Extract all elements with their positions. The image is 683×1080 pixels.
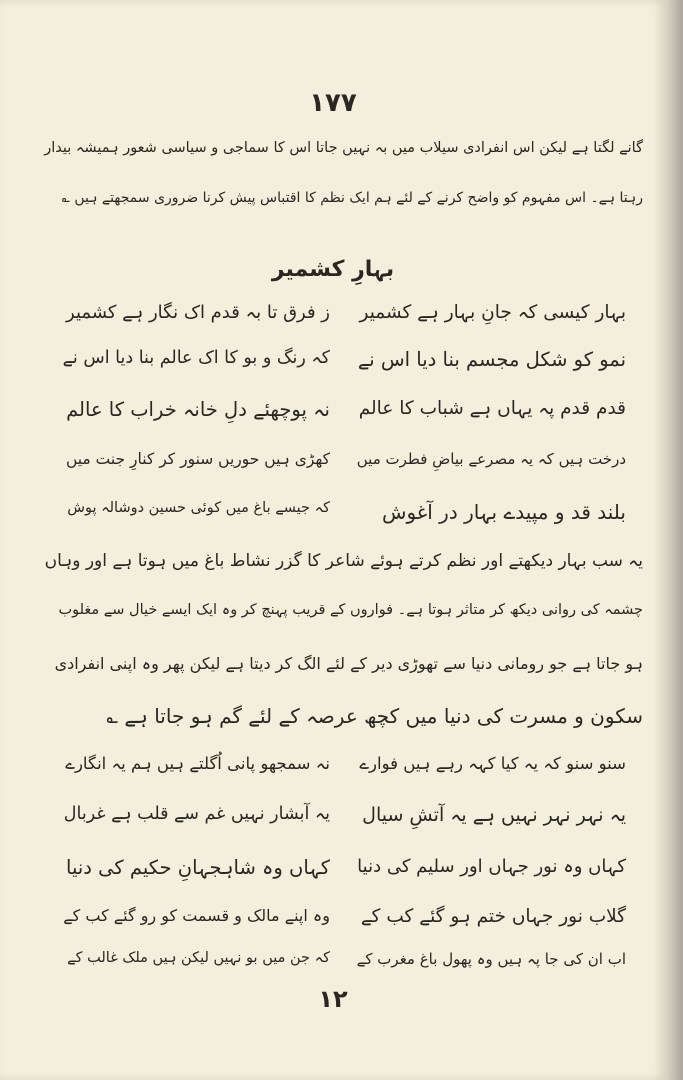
misra-first: درخت ہیں کہ یہ مصرعے بیاضِ فطرت میں: [356, 450, 626, 468]
couplet: [0, 906, 666, 946]
page-number-top: ۱۷۷: [309, 88, 357, 118]
misra-first: قدم قدم پہ یہاں ہے شباب کا عالم: [358, 398, 626, 419]
couplet: [0, 450, 666, 490]
misra-first: اب ان کی جا پہ ہیں وہ پھول باغ مغرب کے: [356, 950, 626, 968]
couplet: [0, 950, 666, 990]
misra-second: یہ آبشار نہیں غم سے قلب ہے غربال: [63, 804, 330, 824]
couplet: [0, 804, 666, 844]
misra-second: کہ جیسے باغ میں کوئی حسین دوشالہ پوش: [67, 500, 330, 516]
misra-second: کہ رنگ و بو کا اک عالم بنا دیا اس نے: [62, 348, 330, 368]
couplet: [0, 302, 666, 342]
poem-title: بہارِ کشمیر: [271, 257, 395, 282]
misra-first: بلند قد و مپیدے بہار در آغوش: [382, 500, 626, 524]
misra-first: سنو سنو کہ یہ کیا کہہ رہے ہیں فوارے: [359, 754, 626, 773]
prose-line: رہتا ہے۔ اس مفہوم کو واضح کرنے کے لئے ہم ایک نظم کا اقتباس پیش کرنا ضروری سمجھتے ہیں ؎: [61, 190, 643, 206]
couplet: [0, 500, 666, 540]
misra-first: کہاں وہ نور جہاں اور سلیم کی دنیا: [357, 856, 626, 877]
page-number-bottom: ۱۲: [318, 985, 348, 1013]
book-spine-edge: [666, 0, 683, 1080]
misra-second: کہاں وہ شاہجہانِ حکیم کی دنیا: [66, 856, 330, 879]
couplet: [0, 348, 666, 388]
prose-line: چشمہ کی روانی دیکھ کر متاثر ہوتا ہے۔ فواروں کے قریب پہنچ کر وہ ایک ایسے خیال سے مغلوب: [58, 602, 643, 618]
misra-second: ز فرق تا بہ قدم اک نگار ہے کشمیر: [66, 302, 330, 323]
misra-first: یہ نہر نہر نہیں ہے یہ آتشِ سیال: [362, 804, 626, 826]
prose-line: سکون و مسرت کی دنیا میں کچھ عرصہ کے لئے گم ہو جاتا ہے ؎: [106, 704, 643, 728]
misra-second: نہ پوچھئے دلِ خانہ خراب کا عالم: [66, 398, 330, 421]
couplet: [0, 754, 666, 794]
prose-line: ہو جاتا ہے جو رومانی دنیا سے تھوڑی دیر کے لئے الگ کر دیتا ہے لیکن پھر وہ اپنی انفرادی: [54, 654, 643, 673]
misra-first: بہار کیسی کہ جانِ بہار ہے کشمیر: [359, 302, 626, 323]
misra-second: نہ سمجھو پانی اُگلتے ہیں ہم یہ انگارے: [65, 754, 330, 773]
couplet: [0, 398, 666, 438]
prose-line: گانے لگتا ہے لیکن اس انفرادی سیلاب میں بہ نہیں جاتا اس کا سماجی و سیاسی شعور ہمیشہ بیدار: [44, 140, 643, 156]
prose-line: یہ سب بہار دیکھتے اور نظم کرتے ہوئے شاعر کا گزر نشاط باغ میں ہوتا ہے اور وہاں: [44, 551, 643, 571]
couplet: [0, 856, 666, 896]
misra-first: نمو کو شکل مجسم بنا دیا اس نے: [357, 348, 626, 371]
misra-second: وہ اپنے مالک و قسمت کو رو گئے کب کے: [63, 906, 330, 925]
misra-second: کہ جن میں بو نہیں لیکن ہیں ملک غالب کے: [67, 950, 330, 966]
misra-first: گلاب نور جہاں ختم ہو گئے کب کے: [360, 906, 626, 927]
misra-second: کھڑی ہیں حوریں سنور کر کنارِ جنت میں: [65, 450, 330, 468]
